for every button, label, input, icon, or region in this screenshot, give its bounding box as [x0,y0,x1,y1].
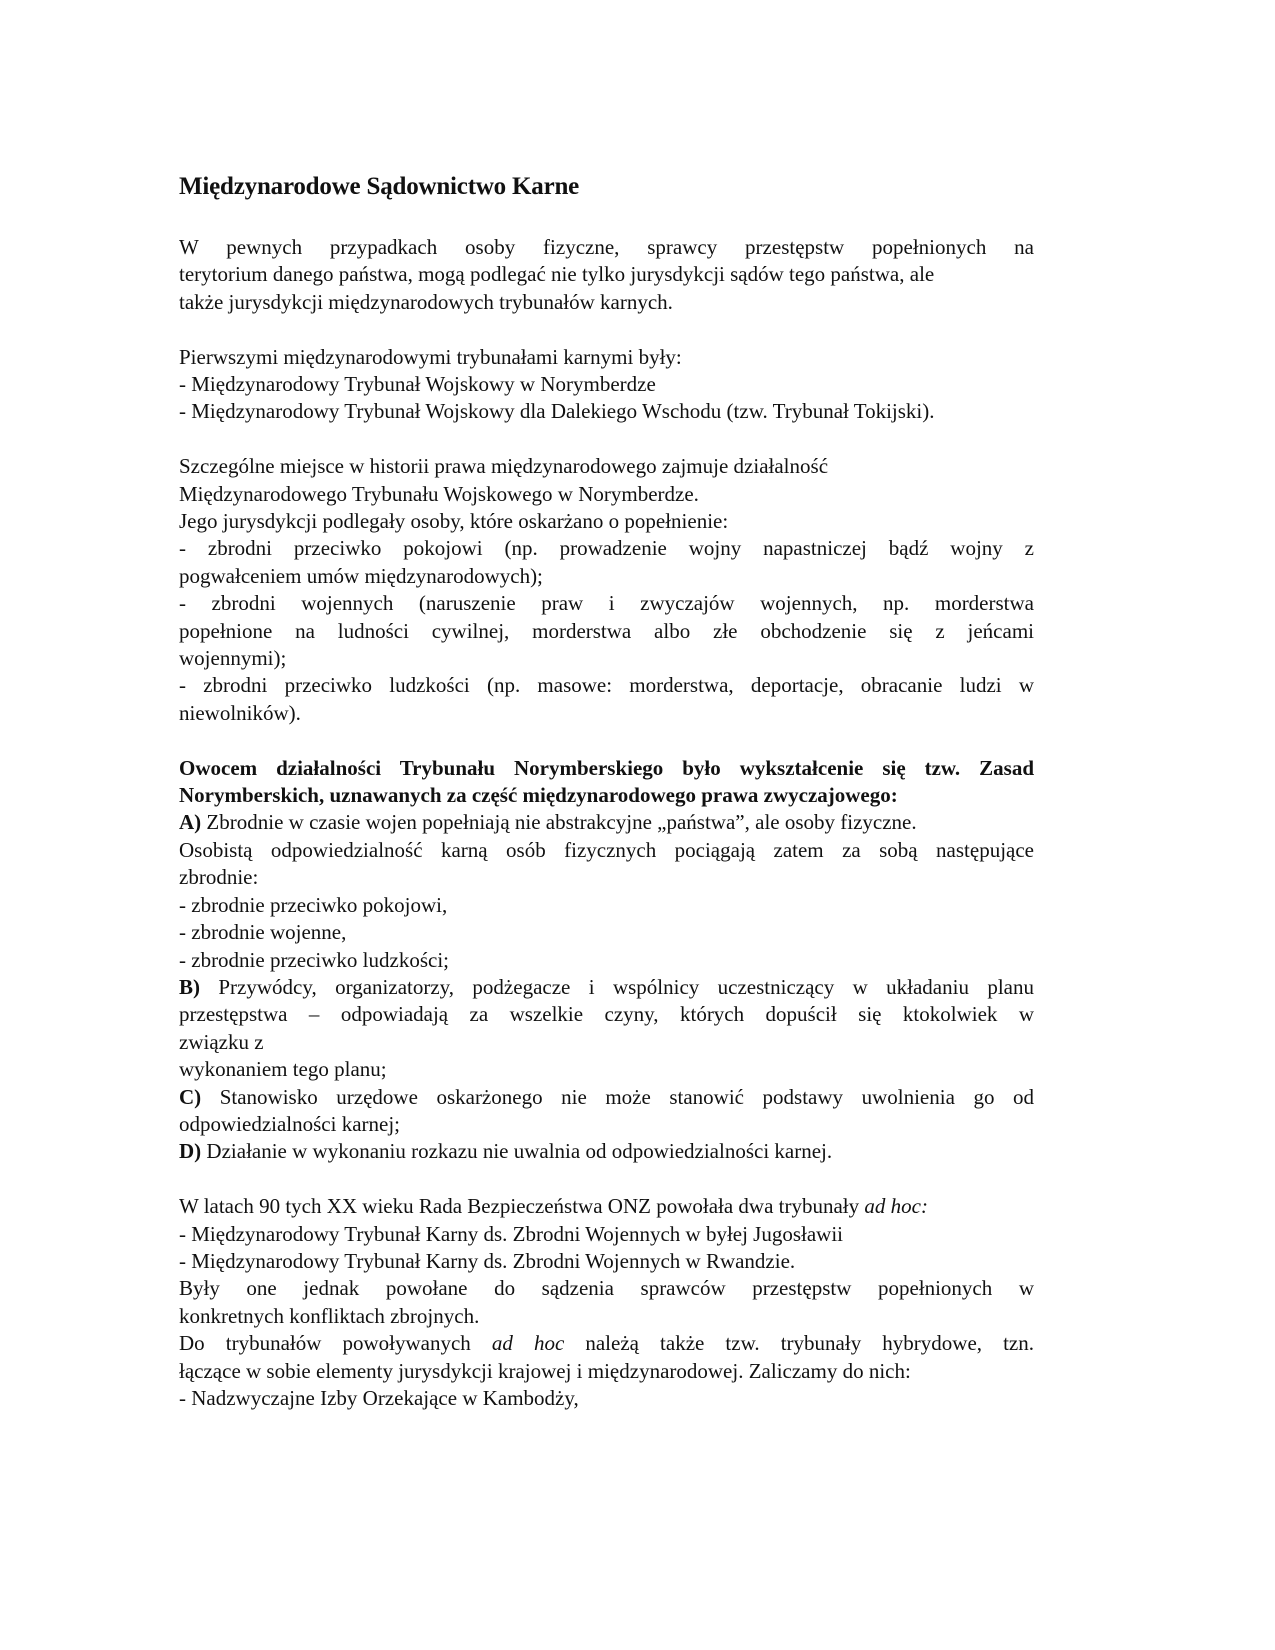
list-item: - Nadzwyczajne Izby Orzekające w Kambodży, [179,1386,579,1410]
nuremberg-section [179,453,1034,727]
text: Do trybunałów powoływanych [179,1331,492,1356]
list-item: - Międzynarodowy Trybunał Wojskowy dla Dalekiego Wschodu (tzw. Trybunał Tokijski). [179,399,935,424]
principle-text: przestępstwa – odpowiadają za wszelkie czyny, których dopuścił się ktokolwiek w [179,1002,1034,1027]
principle-text: związku z [179,1029,264,1054]
list-item: - Międzynarodowy Trybunał Karny ds. Zbrodni Wojennych w byłej Jugosławii [179,1221,844,1246]
text-line: Jego jurysdykcji podlegały osoby, które oskarżano o popełnienie: [179,509,729,534]
principle-label: C) [179,1084,202,1109]
principle-label: B) [179,974,200,999]
principle-d [179,1138,1034,1165]
hybrid-line [179,1330,1034,1357]
text: należą także tzw. trybunały hybrydowe, tzn. [564,1331,1034,1356]
principle-b [179,974,1034,1001]
document-title: Międzynarodowe Sądownictwo Karne [179,173,580,200]
nuremberg-principles-section [179,755,1034,1166]
ad-hoc-lead [179,1193,1034,1220]
principle-text: Osobistą odpowiedzialność karną osób fizycznych pociągają zatem za sobą następujące [179,837,1034,862]
principle-text: Przywódcy, organizatorzy, podżegacze i wspólnicy uczestniczący w układaniu planu [200,974,1034,999]
list-item: - zbrodnie przeciwko ludzkości; [179,947,449,972]
list-item-cont: pogwałceniem umów międzynarodowych); [179,563,543,588]
section-lead: Pierwszymi międzynarodowymi trybunałami karnymi były: [179,344,682,369]
list-item: - zbrodni wojennych (naruszenie praw i zwyczajów wojennych, np. morderstwa [179,591,1034,616]
text-line: konkretnych konfliktach zbrojnych. [179,1303,480,1328]
principle-text: wykonaniem tego planu; [179,1057,387,1082]
document-page [179,170,1034,1412]
first-tribunals-section [179,344,1034,426]
principle-text: Zbrodnie w czasie wojen popełniają nie abstrakcyjne „państwa”, ale osoby fizyczne. [201,810,917,835]
principle-a [179,809,1034,836]
text-line: Były one jednak powołane do sądzenia sprawców przestępstw popełnionych w [179,1276,1034,1301]
principle-c [179,1084,1034,1111]
text: W latach 90 tych XX wieku Rada Bezpieczeństwa ONZ powołała dwa trybunały [179,1194,865,1219]
principles-heading: Owocem działalności Trybunału Norymberskiego było wykształcenie się tzw. Zasad [179,755,1034,780]
text-line: Szczególne miejsce w historii prawa międzynarodowego zajmuje działalność [179,454,829,479]
text-line: łączące w sobie elementy jurysdykcji krajowej i międzynarodowej. Zaliczamy do nich: [179,1358,911,1383]
principle-label: D) [179,1139,202,1164]
list-item: - zbrodnie wojenne, [179,920,347,945]
list-item-cont: niewolników). [179,700,301,725]
list-item: - Międzynarodowy Trybunał Karny ds. Zbrodni Wojennych w Rwandzie. [179,1248,796,1273]
list-item: - zbrodnie przeciwko pokojowi, [179,892,448,917]
principle-text: odpowiedzialności karnej; [179,1111,401,1136]
principles-heading: Norymberskich, uznawanych za część międzynarodowego prawa zwyczajowego: [179,783,898,808]
list-item: - zbrodni przeciwko pokojowi (np. prowadzenie wojny napastniczej bądź wojny z [179,536,1034,561]
principle-text: zbrodnie: [179,865,259,890]
text-line: także jurysdykcji międzynarodowych trybunałów karnych. [179,289,673,314]
italic-term: ad hoc: [864,1194,928,1219]
principle-text: Stanowisko urzędowe oskarżonego nie może stanowić podstawy uwolnienia go od [201,1084,1034,1109]
intro-paragraph [179,234,1034,316]
text-line: W pewnych przypadkach osoby fizyczne, sprawcy przestępstw popełnionych na [179,235,1034,259]
italic-term: ad hoc [491,1331,565,1356]
principle-text: Działanie w wykonaniu rozkazu nie uwalnia od odpowiedzialności karnej. [201,1139,833,1164]
ad-hoc-section [179,1193,1034,1412]
text-line: terytorium danego państwa, mogą podlegać nie tylko jurysdykcji sądów tego państwa, ale [179,262,935,287]
text-line: Międzynarodowego Trybunału Wojskowego w Norymberdze. [179,481,699,506]
list-item: - zbrodni przeciwko ludzkości (np. masowe: morderstwa, deportacje, obracanie ludzi w [179,673,1034,698]
list-item-cont: popełnione na ludności cywilnej, morderstwa albo złe obchodzenie się z jeńcami [179,618,1034,643]
list-item: - Międzynarodowy Trybunał Wojskowy w Norymberdze [179,372,656,397]
list-item-cont: wojennymi); [179,646,287,671]
principle-label: A) [179,810,202,835]
